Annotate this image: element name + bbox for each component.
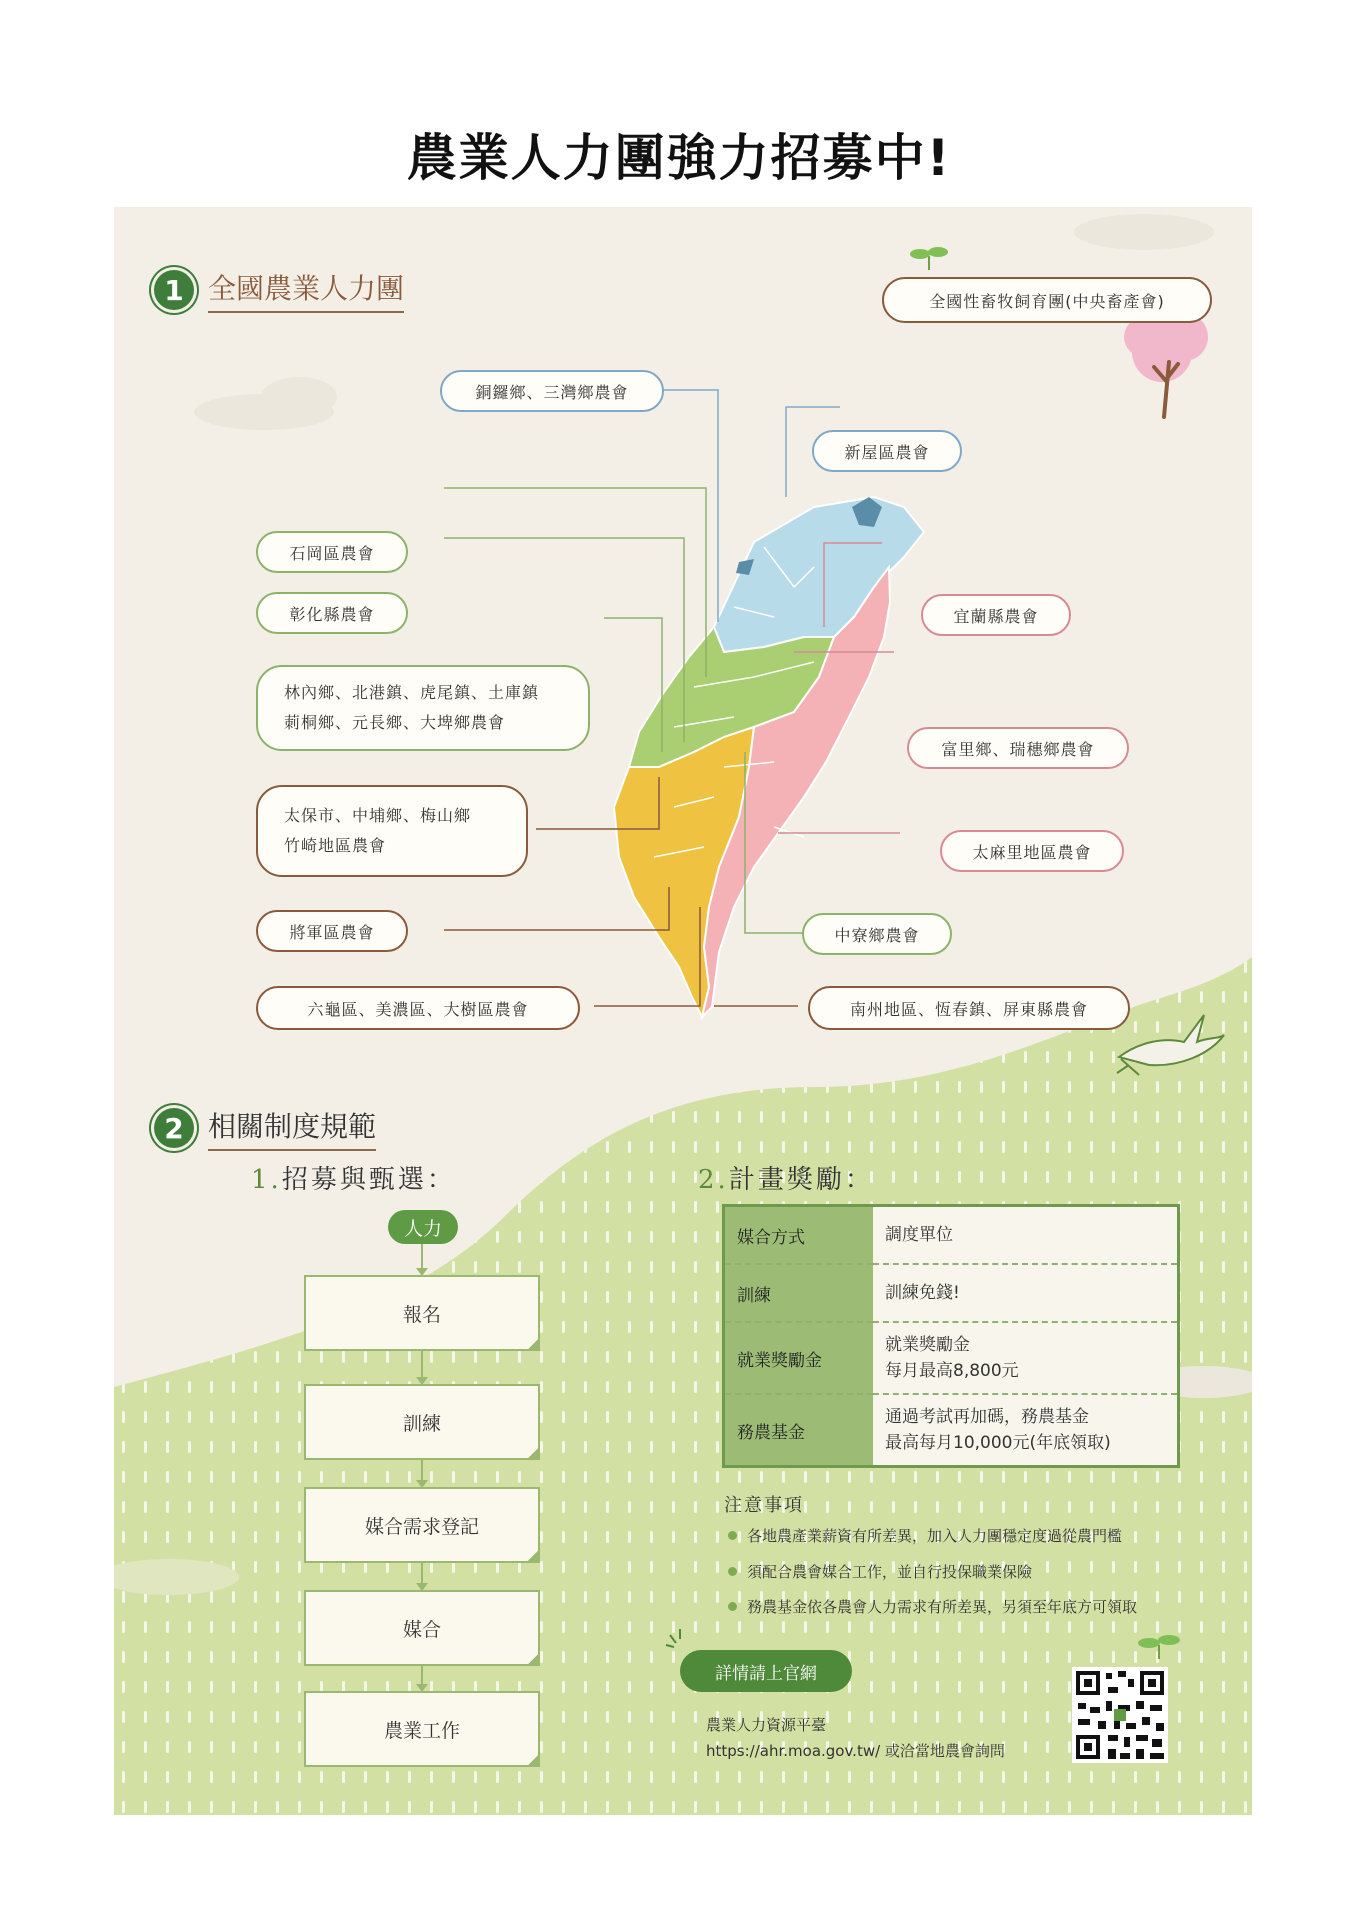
flow-arrow — [421, 1563, 423, 1589]
table-value: 訓練免錢! — [873, 1264, 1179, 1322]
flow-step-matching: 媒合 — [304, 1590, 540, 1666]
notes-title: 注意事項 — [724, 1495, 804, 1516]
note-item: 務農基金依各農會人力需求有所差異，另須至年底方可領取 — [728, 1596, 1137, 1617]
reward-subtitle: 2.計畫獎勵： — [698, 1165, 874, 1195]
section2-number: 2 — [154, 1108, 194, 1148]
label-tongluo: 銅鑼鄉、三灣鄉農會 — [440, 370, 664, 412]
flow-arrow — [421, 1460, 423, 1486]
label-xinwu: 新屋區農會 — [812, 430, 962, 472]
label-nanzhou: 南州地區、恆春鎮、屏東縣農會 — [808, 986, 1130, 1030]
reward-table — [722, 1204, 1180, 1468]
table-key: 就業獎勵金 — [724, 1322, 874, 1394]
table-key: 訓練 — [724, 1264, 874, 1322]
flow-step-farm-work: 農業工作 — [304, 1691, 540, 1767]
flow-step-register: 報名 — [304, 1275, 540, 1351]
table-row — [724, 1322, 1179, 1394]
flow-arrow — [421, 1666, 423, 1690]
qr-code-icon[interactable] — [1072, 1667, 1168, 1763]
flow-step-training: 訓練 — [304, 1384, 540, 1460]
table-row — [724, 1206, 1179, 1265]
label-taibao: 太保市、中埔鄉、梅山鄉 竹崎地區農會 — [256, 785, 528, 877]
contact-url[interactable]: https://ahr.moa.gov.tw/ 或洽當地農會詢問 — [706, 1742, 1005, 1760]
sparkle-icon — [662, 1627, 692, 1651]
label-liugui: 六龜區、美濃區、大樹區農會 — [256, 986, 580, 1030]
table-value: 通過考試再加碼，務農基金 最高每月10,000元(年底領取) — [873, 1394, 1179, 1467]
label-livestock: 全國性畜牧飼育團(中央畜產會) — [882, 277, 1212, 323]
label-zhongliao: 中寮鄉農會 — [802, 913, 952, 955]
flow-start-badge: 人力 — [388, 1210, 458, 1244]
flow-arrow — [421, 1244, 423, 1274]
section1-number: 1 — [154, 270, 194, 310]
label-jiangjun: 將軍區農會 — [256, 910, 408, 952]
note-item: 須配合農會媒合工作，並自行投保職業保險 — [728, 1561, 1032, 1582]
sprout-icon — [1134, 1631, 1184, 1661]
website-button[interactable]: 詳情請上官網 — [680, 1650, 852, 1692]
table-value: 就業獎勵金 每月最高8,800元 — [873, 1322, 1179, 1394]
flow-step-demand-registration: 媒合需求登記 — [304, 1487, 540, 1563]
section1-title: 全國農業人力團 — [208, 267, 404, 313]
label-shigang: 石岡區農會 — [256, 531, 408, 573]
poster — [114, 207, 1252, 1815]
page-title: 農業人力團強力招募中! — [406, 129, 952, 187]
table-value: 調度單位 — [873, 1206, 1179, 1265]
label-fuli: 富里鄉、瑞穗鄉農會 — [907, 727, 1129, 769]
table-key: 媒合方式 — [724, 1206, 874, 1265]
section2-title: 相關制度規範 — [208, 1105, 376, 1151]
label-yilan: 宜蘭縣農會 — [921, 594, 1071, 636]
table-row — [724, 1264, 1179, 1322]
section2-header — [154, 1105, 376, 1151]
table-row — [724, 1394, 1179, 1467]
label-linnei: 林內鄉、北港鎮、虎尾鎮、土庫鎮 莿桐鄉、元長鄉、大埤鄉農會 — [256, 665, 590, 751]
table-key: 務農基金 — [724, 1394, 874, 1467]
recruit-subtitle: 1.招募與甄選： — [251, 1165, 456, 1195]
contact-platform: 農業人力資源平臺 — [706, 1716, 827, 1734]
flow-arrow — [421, 1351, 423, 1383]
label-taimali: 太麻里地區農會 — [940, 830, 1124, 872]
note-item: 各地農產業薪資有所差異，加入人力團穩定度過從農門檻 — [728, 1525, 1122, 1546]
label-changhua: 彰化縣農會 — [256, 592, 408, 634]
